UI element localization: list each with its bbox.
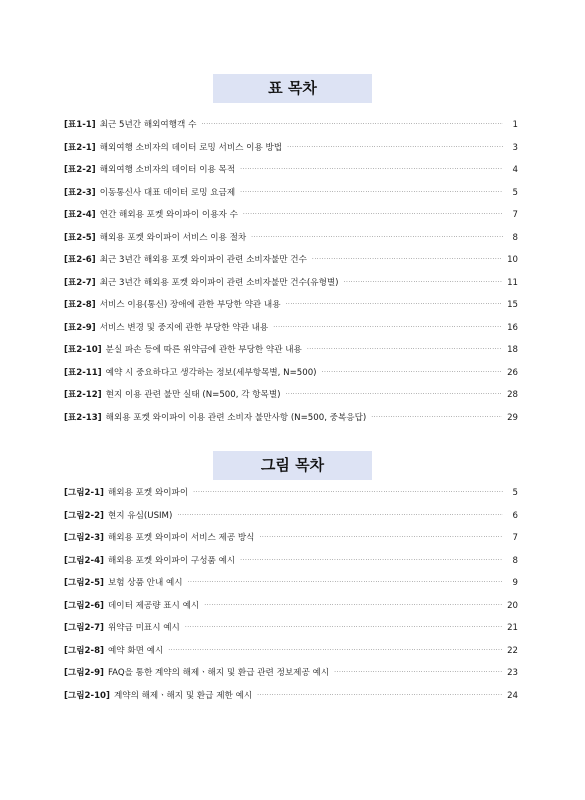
entry-tag: [표2-9] xyxy=(64,322,96,333)
entry-text: 해외용 포켓 와이파이 구성품 예시 xyxy=(107,555,236,566)
entry-page: 18 xyxy=(507,345,518,355)
entry-text: 해외용 포켓 와이파이 xyxy=(107,488,189,498)
entry-page: 7 xyxy=(512,210,518,220)
entry-page: 21 xyxy=(507,623,518,633)
entry-text: 계약의 해제ㆍ해지 및 환급 제한 예시 xyxy=(113,690,253,701)
dot-leader xyxy=(193,489,503,496)
figure-entry[interactable] xyxy=(64,554,518,577)
entry-text: 최근 3년간 해외용 포켓 와이파이 관련 소비자불만 건수(유형별) xyxy=(99,277,339,288)
entry-tag: [그림2-4] xyxy=(64,555,104,566)
dot-leader xyxy=(257,692,502,699)
entry-page: 22 xyxy=(507,645,518,656)
table-entry[interactable] xyxy=(64,276,518,299)
entry-page: 7 xyxy=(512,533,518,543)
entry-page: 24 xyxy=(507,690,518,701)
entry-tag: [그림2-2] xyxy=(64,510,104,521)
entry-tag: [표2-4] xyxy=(64,210,96,220)
entry-page: 5 xyxy=(512,488,518,498)
dot-leader xyxy=(177,512,503,519)
dot-leader xyxy=(188,579,503,586)
entry-tag: [그림2-3] xyxy=(64,533,104,543)
table-entry[interactable] xyxy=(64,411,518,434)
dot-leader xyxy=(185,624,502,631)
dot-leader xyxy=(240,557,503,564)
dot-leader xyxy=(286,391,503,398)
table-entry[interactable] xyxy=(64,366,518,389)
figure-entry[interactable] xyxy=(64,576,518,599)
table-entry[interactable] xyxy=(64,253,518,276)
entry-page: 3 xyxy=(512,142,518,153)
entry-tag: [표2-3] xyxy=(64,187,96,198)
figure-entry[interactable] xyxy=(64,666,518,689)
entry-tag: [그림2-6] xyxy=(64,600,104,611)
entry-text: FAQ을 통한 계약의 해제ㆍ해지 및 환급 관련 정보제공 예시 xyxy=(107,668,330,678)
figure-entry[interactable] xyxy=(64,486,518,509)
dot-leader xyxy=(168,647,502,654)
entry-page: 5 xyxy=(512,187,518,198)
entry-tag: [표2-10] xyxy=(64,345,102,355)
entry-tag: [표2-1] xyxy=(64,142,96,153)
entry-text: 예약 시 중요하다고 생각하는 정보(세부항목별, N=500) xyxy=(105,367,317,378)
entry-page: 10 xyxy=(507,255,518,265)
entry-tag: [그림2-1] xyxy=(64,488,104,498)
entry-tag: [표2-2] xyxy=(64,165,96,175)
entry-page: 28 xyxy=(507,390,518,400)
entry-page: 6 xyxy=(512,510,518,521)
dot-leader xyxy=(322,369,503,376)
entry-tag: [그림2-8] xyxy=(64,645,104,656)
tables-list xyxy=(64,118,518,433)
dot-leader xyxy=(344,279,503,286)
entry-text: 해외여행 소비자의 데이터 이용 목적 xyxy=(99,165,236,175)
figures-section-title: 그림 목차 xyxy=(213,451,372,480)
entry-tag: [표2-11] xyxy=(64,367,102,378)
entry-tag: [표2-13] xyxy=(64,412,102,423)
dot-leader xyxy=(371,414,502,421)
figure-entry[interactable] xyxy=(64,531,518,554)
entry-text: 최근 5년간 해외여행객 수 xyxy=(99,120,197,130)
table-entry[interactable] xyxy=(64,298,518,321)
entry-tag: [표2-7] xyxy=(64,277,96,288)
table-entry[interactable] xyxy=(64,141,518,164)
table-entry[interactable] xyxy=(64,208,518,231)
entry-text: 해외용 포켓 와이파이 서비스 이용 절차 xyxy=(99,232,247,243)
entry-tag: [그림2-9] xyxy=(64,668,104,678)
entry-text: 서비스 이용(통신) 장애에 관한 부당한 약관 내용 xyxy=(99,300,281,310)
dot-leader xyxy=(334,669,502,676)
entry-page: 26 xyxy=(507,367,518,378)
entry-tag: [표2-12] xyxy=(64,390,102,400)
entry-page: 29 xyxy=(507,412,518,423)
figure-entry[interactable] xyxy=(64,644,518,667)
table-entry[interactable] xyxy=(64,231,518,254)
figure-entry[interactable] xyxy=(64,509,518,532)
entry-text: 이동통신사 대표 데이터 로밍 요금제 xyxy=(99,187,236,198)
dot-leader xyxy=(287,144,503,151)
entry-page: 11 xyxy=(507,277,518,288)
dot-leader xyxy=(243,211,503,218)
figure-entry[interactable] xyxy=(64,621,518,644)
dot-leader xyxy=(240,166,503,173)
entry-page: 16 xyxy=(507,322,518,333)
entry-text: 분실 파손 등에 따른 위약금에 관한 부당한 약관 내용 xyxy=(105,345,302,355)
entry-tag: [그림2-5] xyxy=(64,578,104,588)
dot-leader xyxy=(273,324,502,331)
figure-entry[interactable] xyxy=(64,689,518,712)
entry-page: 8 xyxy=(512,232,518,243)
entry-tag: [표1-1] xyxy=(64,120,96,130)
entry-page: 1 xyxy=(512,120,518,130)
entry-text: 현지 이용 관련 불만 실태 (N=500, 각 항목별) xyxy=(105,390,281,400)
dot-leader xyxy=(307,346,502,353)
entry-page: 9 xyxy=(512,578,518,588)
entry-page: 4 xyxy=(512,165,518,175)
figure-entry[interactable] xyxy=(64,599,518,622)
table-entry[interactable] xyxy=(64,388,518,411)
entry-text: 최근 3년간 해외용 포켓 와이파이 관련 소비자불만 건수 xyxy=(99,255,307,265)
table-entry[interactable] xyxy=(64,321,518,344)
entry-tag: [표2-8] xyxy=(64,300,96,310)
table-entry[interactable] xyxy=(64,163,518,186)
entry-tag: [표2-5] xyxy=(64,232,96,243)
entry-text: 해외용 포켓 와이파이 서비스 제공 방식 xyxy=(107,533,255,543)
table-entry[interactable] xyxy=(64,186,518,209)
dot-leader xyxy=(259,534,503,541)
dot-leader xyxy=(312,256,502,263)
entry-text: 연간 해외용 포켓 와이파이 이용자 수 xyxy=(99,210,238,220)
entry-text: 보험 상품 안내 예시 xyxy=(107,578,183,588)
entry-text: 데이터 제공량 표시 예시 xyxy=(107,600,200,611)
entry-page: 8 xyxy=(512,555,518,566)
entry-text: 현지 유심(USIM) xyxy=(107,510,173,521)
entry-text: 예약 화면 예시 xyxy=(107,645,164,656)
dot-leader xyxy=(251,234,503,241)
entry-page: 15 xyxy=(507,300,518,310)
entry-text: 서비스 변경 및 중지에 관한 부당한 약관 내용 xyxy=(99,322,269,333)
tables-section-title: 표 목차 xyxy=(213,74,372,103)
dot-leader xyxy=(201,121,503,128)
table-entry[interactable] xyxy=(64,343,518,366)
entry-tag: [그림2-10] xyxy=(64,690,110,701)
table-entry[interactable] xyxy=(64,118,518,141)
dot-leader xyxy=(286,301,503,308)
entry-text: 위약금 미표시 예시 xyxy=(107,623,180,633)
entry-tag: [그림2-7] xyxy=(64,623,104,633)
entry-tag: [표2-6] xyxy=(64,255,96,265)
dot-leader xyxy=(204,602,502,609)
entry-text: 해외여행 소비자의 데이터 로밍 서비스 이용 방법 xyxy=(99,142,283,153)
figures-list xyxy=(64,486,518,711)
entry-page: 20 xyxy=(507,600,518,611)
dot-leader xyxy=(240,189,503,196)
entry-text: 해외용 포켓 와이파이 이용 관련 소비자 불만사항 (N=500, 중복응답) xyxy=(105,412,367,423)
entry-page: 23 xyxy=(507,668,518,678)
